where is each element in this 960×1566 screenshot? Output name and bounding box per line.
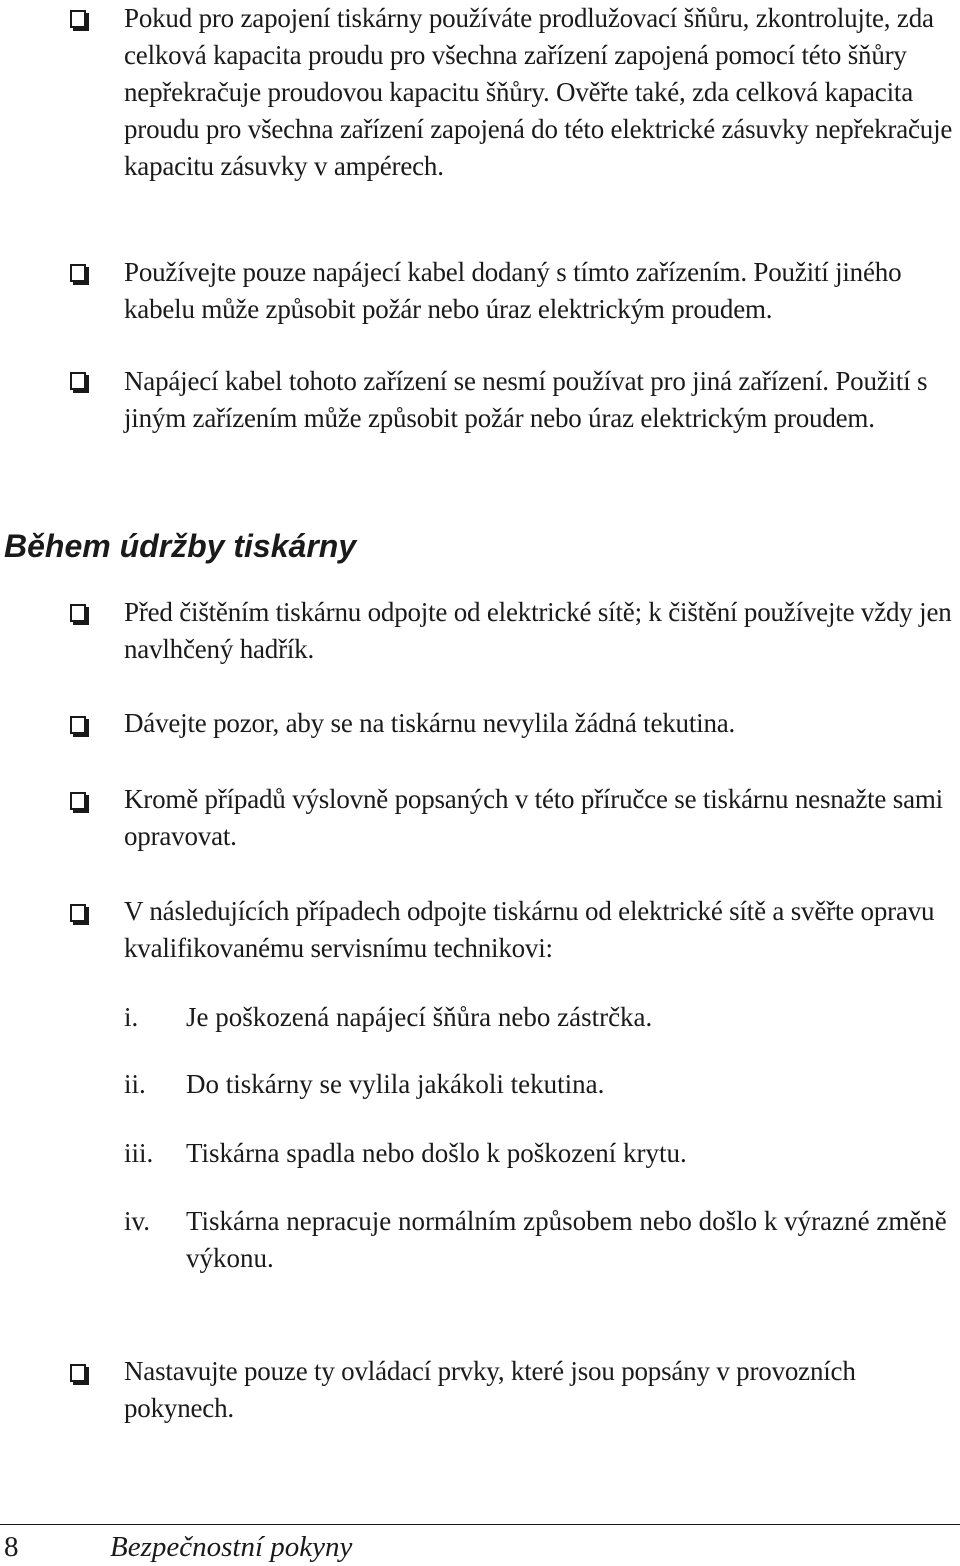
bullet-text: Dávejte pozor, aby se na tiskárnu nevylila žádná tekutina.: [124, 708, 736, 738]
checkbox-bullet-icon: [70, 10, 86, 28]
sub-item-number: iv.: [124, 1206, 150, 1236]
sub-item-text: Tiskárna nepracuje normálním způsobem nebo došlo k výrazné změně výkonu.: [186, 1206, 947, 1273]
bullet-text: Pokud pro zapojení tiskárny používáte prodlužovací šňůru, zkontrolujte, zda celková kapacita proudu pro všechna zařízení zapojená pomocí této šňůry nepřekračuje proudovou kapacitu šňůry. Ověřte také, zda celková kapacita proudu pro všechna zařízení zapojená do této elektrické zásuvky nepřekračuje kapacitu zásuvky v ampérech.: [124, 3, 953, 181]
footer-divider: [0, 1524, 960, 1525]
sub-item-text: Tiskárna spadla nebo došlo k poškození krytu.: [186, 1138, 687, 1168]
bullet-text: Používejte pouze napájecí kabel dodaný s tímto zařízením. Použití jiného kabelu může způsobit požár nebo úraz elektrickým proudem.: [124, 257, 902, 324]
sub-item-number: i.: [124, 1002, 139, 1032]
bullet-text: Před čištěním tiskárnu odpojte od elektrické sítě; k čištění používejte vždy jen navlhčený hadřík.: [124, 597, 952, 664]
checkbox-bullet-icon: [70, 716, 86, 734]
checkbox-bullet-icon: [70, 792, 86, 810]
section-heading: Během údržby tiskárny: [4, 528, 357, 564]
checkbox-bullet-icon: [70, 904, 86, 922]
bullet-text: Nastavujte pouze ty ovládací prvky, které jsou popsány v provozních pokynech.: [124, 1356, 856, 1423]
page-number: 8: [4, 1531, 19, 1563]
sub-item-text: Je poškozená napájecí šňůra nebo zástrčka.: [186, 1002, 653, 1032]
checkbox-bullet-icon: [70, 264, 86, 282]
sub-item-number: ii.: [124, 1069, 146, 1099]
bullet-text: Napájecí kabel tohoto zařízení se nesmí používat pro jiná zařízení. Použití s jiným zařízením může způsobit požár nebo úraz elektrickým proudem.: [124, 366, 928, 433]
sub-item-text: Do tiskárny se vylila jakákoli tekutina.: [186, 1069, 605, 1099]
checkbox-bullet-icon: [70, 1364, 86, 1382]
checkbox-bullet-icon: [70, 372, 86, 390]
footer-section-title: Bezpečnostní pokyny: [110, 1531, 353, 1563]
bullet-text: Kromě případů výslovně popsaných v této příručce se tiskárnu nesnažte sami opravovat.: [124, 784, 943, 851]
sub-item-number: iii.: [124, 1138, 154, 1168]
checkbox-bullet-icon: [70, 604, 86, 622]
bullet-text: V následujících případech odpojte tiskárnu od elektrické sítě a svěřte opravu kvalifikovanému servisnímu technikovi:: [124, 896, 935, 963]
